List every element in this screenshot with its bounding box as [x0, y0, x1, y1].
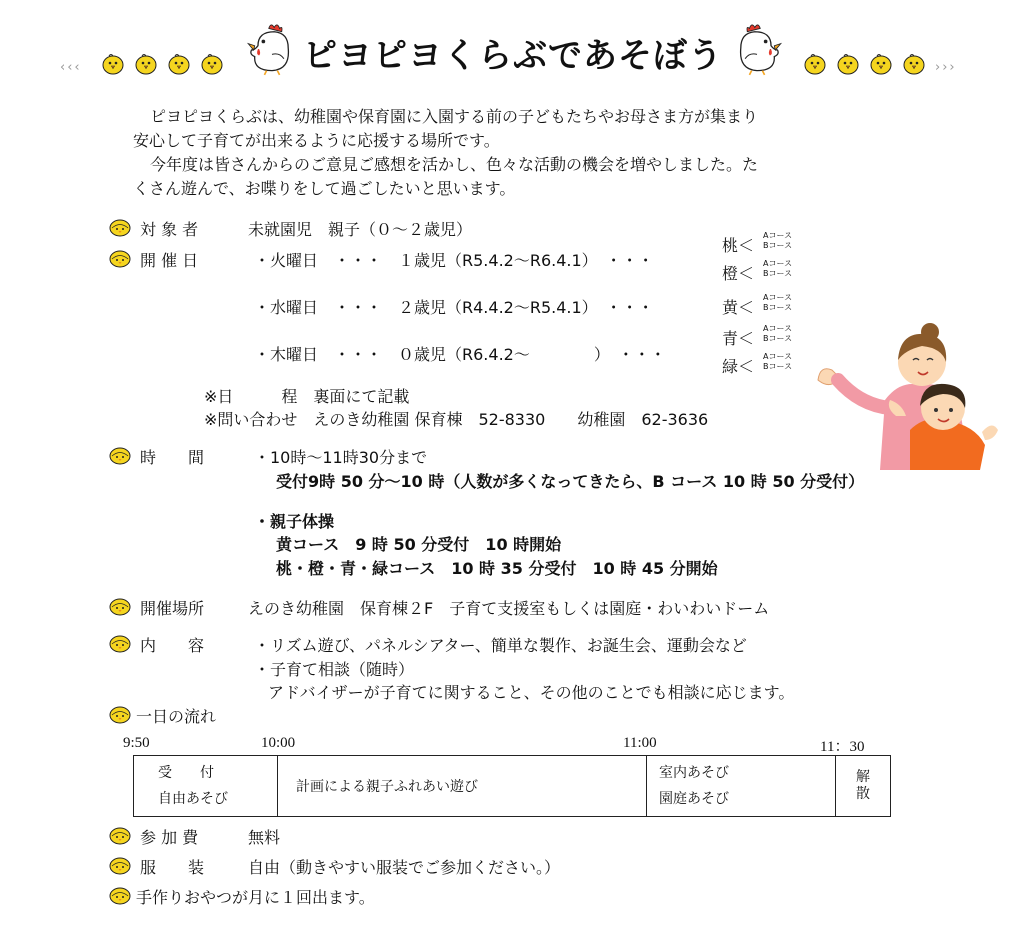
date-row-thursday: ・木曜日 ・・・ ０歳児（R6.4.2～ ） ・・・ — [254, 345, 666, 364]
intro-line-1: ピヨピヨくらぶは、幼稚園や保育園に入園する前の子どもたちやお母さま方が集まり — [150, 107, 759, 126]
chick-bullet-icon — [108, 217, 132, 237]
content-line-1: ・リズム遊び、パネルシアター、簡単な製作、お誕生会、運動会など — [254, 636, 747, 655]
chick-icon — [134, 52, 158, 76]
schedule-main-cell — [278, 756, 647, 817]
course-a: Aコース — [763, 324, 793, 333]
reception-text: 受 付 — [158, 765, 214, 781]
fee-label: 参 加 費 — [140, 828, 199, 847]
chick-icon — [902, 52, 926, 76]
note-contact: ※問い合わせ えのき幼稚園 保育棟 52-8330 幼稚園 62-3636 — [204, 410, 709, 429]
intro-line-2: 安心して子育てが出来るように応援する場所です。 — [133, 131, 500, 150]
dismiss-text-1: 解 — [856, 769, 870, 785]
time-mark-1000: 10:00 — [261, 735, 296, 751]
mother-child-illustration — [810, 320, 1000, 470]
chick-icon — [836, 52, 860, 76]
course-green: 緑＜ — [722, 357, 755, 376]
course-a: Aコース — [763, 352, 793, 361]
exercise-title: ・親子体操 — [254, 512, 335, 531]
date-row-tuesday: ・火曜日 ・・・ １歳児（R5.4.2～R6.4.1） ・・・ — [254, 251, 654, 270]
content-label: 内 容 — [140, 636, 205, 655]
target-label: 対 象 者 — [140, 220, 199, 239]
dismiss-text-2: 散 — [856, 786, 870, 802]
course-a: Aコース — [763, 293, 793, 302]
dress-label: 服 装 — [140, 858, 205, 877]
course-yellow: 黄＜ — [722, 298, 755, 317]
course-b: Bコース — [763, 334, 793, 343]
time-mark-0950: 9:50 — [123, 735, 150, 751]
garden-play-text: 園庭あそび — [659, 791, 729, 807]
course-b: Bコース — [763, 269, 793, 278]
free-play-text: 自由あそび — [158, 791, 228, 807]
schedule-reception-cell — [134, 756, 278, 817]
chick-icon — [167, 52, 191, 76]
course-b: Bコース — [763, 362, 793, 371]
chick-bullet-icon — [108, 596, 132, 616]
chick-bullet-icon — [108, 445, 132, 465]
chick-bullet-icon — [108, 633, 132, 653]
exercise-yellow: 黄コース 9 時 50 分受付 10 時開始 — [276, 535, 562, 554]
schedule-label: 一日の流れ — [136, 707, 217, 726]
main-play-text: 計画による親子ふれあい遊び — [296, 779, 478, 795]
schedule-table — [133, 755, 891, 817]
intro-line-3: 今年度は皆さんからのご意見ご感想を活かし、色々な活動の機会を増やしました。た — [150, 155, 759, 174]
chick-bullet-icon — [108, 704, 132, 724]
course-blue: 青＜ — [722, 329, 755, 348]
time-reception: 受付9時 50 分～10 時（人数が多くなってきたら、B コース 10 時 50 分受付） — [276, 472, 865, 491]
content-line-3: アドバイザーが子育てに関すること、その他のことでも相談に応じます。 — [268, 683, 795, 702]
course-peach: 桃＜ — [722, 236, 755, 255]
time-mark-1100: 11:00 — [623, 735, 657, 751]
dress-value: 自由（動きやすい服装でご参加ください。） — [248, 858, 561, 877]
dates-label: 開 催 日 — [140, 251, 199, 270]
chick-bullet-icon — [108, 885, 132, 905]
page-title: ピヨピヨくらぶであそぼう — [303, 36, 723, 76]
header-deco-right: ››› — [935, 60, 957, 75]
course-a: Aコース — [763, 259, 793, 268]
chick-icon — [803, 52, 827, 76]
time-line-1: ・10時～11時30分まで — [254, 448, 428, 467]
chick-icon — [869, 52, 893, 76]
schedule-dismiss-cell — [836, 756, 891, 817]
header-deco-left: ‹‹‹ — [60, 60, 82, 75]
venue-value: えのき幼稚園 保育棟２F 子育て支援室もしくは園庭・わいわいドーム — [248, 599, 770, 618]
snack-note: 手作りおやつが月に１回出ます。 — [136, 888, 375, 907]
chicken-icon — [730, 20, 784, 78]
schedule-play-cell — [647, 756, 836, 817]
content-line-2: ・子育て相談（随時） — [254, 660, 415, 679]
course-a: Aコース — [763, 231, 793, 240]
course-b: Bコース — [763, 303, 793, 312]
indoor-play-text: 室内あそび — [659, 765, 729, 781]
chick-bullet-icon — [108, 855, 132, 875]
chick-icon — [200, 52, 224, 76]
time-label: 時 間 — [140, 448, 205, 467]
chick-icon — [101, 52, 125, 76]
date-row-wednesday: ・水曜日 ・・・ ２歳児（R4.4.2～R5.4.1） ・・・ — [254, 298, 654, 317]
fee-value: 無料 — [248, 828, 281, 847]
chick-bullet-icon — [108, 248, 132, 268]
intro-line-4: くさん遊んで、お喋りをして過ごしたいと思います。 — [133, 179, 516, 198]
course-orange: 橙＜ — [722, 264, 755, 283]
venue-label: 開催場所 — [140, 599, 205, 618]
course-b: Bコース — [763, 241, 793, 250]
chick-bullet-icon — [108, 825, 132, 845]
exercise-others: 桃・橙・青・緑コース 10 時 35 分受付 10 時 45 分開始 — [276, 559, 718, 578]
target-value: 未就園児 親子（０～２歳児） — [248, 220, 473, 239]
time-mark-1130: 11：30 — [820, 739, 865, 755]
chicken-icon — [245, 20, 299, 78]
note-schedule: ※日 程 裏面にて記載 — [204, 387, 410, 406]
